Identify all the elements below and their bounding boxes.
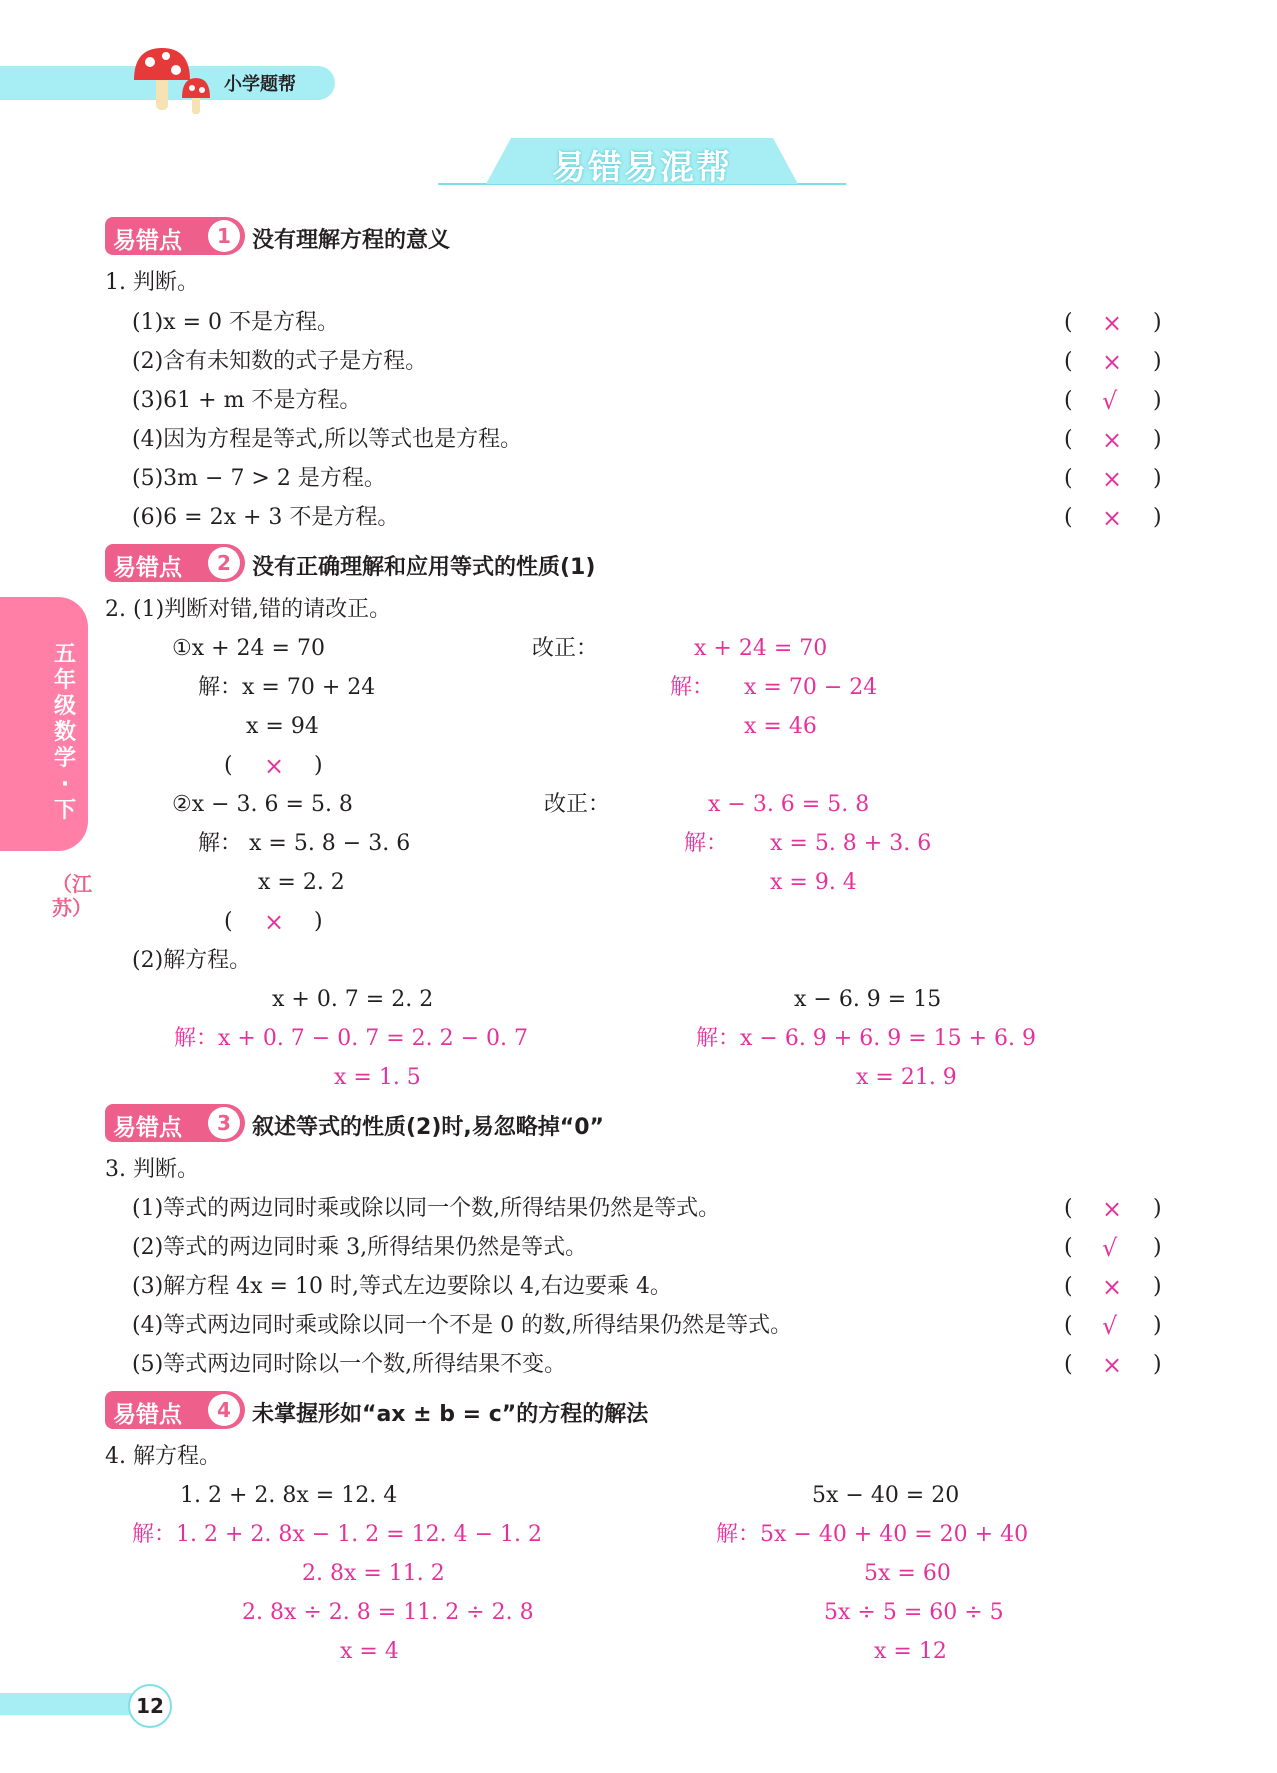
judge-item: (4)等式两边同时乘或除以同一个不是 0 的数,所得结果仍然是等式。 (132, 1313, 793, 1338)
answer-step: 5x ÷ 5 = 60 ÷ 5 (824, 1600, 1004, 1625)
question-head: 4. 解方程。 (105, 1444, 221, 1469)
paren-close: ) (1153, 466, 1162, 491)
answer-step: 5x = 60 (864, 1561, 951, 1586)
equation: ②x − 3. 6 = 5. 8 (172, 792, 353, 817)
side-grade-label: 五年级数学·下 (53, 642, 76, 823)
paren-close: ) (1153, 349, 1162, 374)
judge-item: (3)解方程 4x = 10 时,等式左边要除以 4,右边要乘 4。 (132, 1274, 672, 1299)
section-number: 2 (208, 547, 240, 579)
mushroom-icon (128, 44, 218, 116)
paren-close: ) (1153, 1196, 1162, 1221)
judge-item: (4)因为方程是等式,所以等式也是方程。 (132, 427, 523, 452)
section-title: 叙述等式的性质(2)时,易忽略掉“0” (252, 1115, 605, 1140)
paren-open: ( (224, 909, 233, 934)
answer-mark: √ (1102, 1234, 1118, 1262)
answer-mark: × (1102, 309, 1123, 337)
answer-step: 2. 8x = 11. 2 (302, 1561, 445, 1586)
answer-label: 解： (670, 675, 715, 700)
section-label: 易错点 (113, 228, 182, 254)
sub-question: (2)解方程。 (132, 948, 252, 973)
paren-close: ) (314, 909, 323, 934)
paren-open: ( (224, 753, 233, 778)
paren-close: ) (1153, 388, 1162, 413)
paren-close: ) (314, 753, 323, 778)
section-label: 易错点 (113, 1115, 182, 1141)
answer-mark: × (1102, 465, 1123, 493)
fix-label: 改正： (532, 636, 599, 661)
answer-step: x = 21. 9 (856, 1065, 957, 1090)
section-title: 未掌握形如“ax ± b = c”的方程的解法 (252, 1402, 649, 1427)
paren-open: ( (1064, 427, 1073, 452)
paren-open: ( (1064, 466, 1073, 491)
section-number: 4 (208, 1394, 240, 1426)
judge-item: (2)含有未知数的式子是方程。 (132, 349, 428, 374)
equation: 1. 2 + 2. 8x = 12. 4 (180, 1483, 398, 1508)
answer-step: 解：1. 2 + 2. 8x − 1. 2 = 12. 4 − 1. 2 (132, 1522, 542, 1547)
section-title: 没有理解方程的意义 (252, 228, 451, 253)
judge-item: (5)等式两边同时除以一个数,所得结果不变。 (132, 1352, 567, 1377)
answer-mark: × (1102, 348, 1123, 376)
judge-item: (1)等式的两边同时乘或除以同一个数,所得结果仍然是等式。 (132, 1196, 721, 1221)
question-head: 3. 判断。 (105, 1157, 199, 1182)
equation: x − 6. 9 = 15 (794, 987, 942, 1012)
solution-step: 解：x = 70 + 24 (198, 675, 376, 700)
answer-mark: × (1102, 426, 1123, 454)
paren-open: ( (1064, 1352, 1073, 1377)
judge-item: (5)3m − 7 > 2 是方程。 (132, 466, 386, 491)
section-title: 没有正确理解和应用等式的性质(1) (252, 555, 596, 580)
judge-item: (3)61 + m 不是方程。 (132, 388, 362, 413)
paren-open: ( (1064, 505, 1073, 530)
equation: 5x − 40 = 20 (812, 1483, 960, 1508)
paren-open: ( (1064, 1313, 1073, 1338)
paren-close: ) (1153, 1352, 1162, 1377)
answer-mark: × (1102, 1273, 1123, 1301)
paren-open: ( (1064, 1274, 1073, 1299)
solution-step: x = 2. 2 (258, 870, 345, 895)
answer-step: 解：5x − 40 + 40 = 20 + 40 (716, 1522, 1029, 1547)
solution-step: x = 94 (246, 714, 319, 739)
side-region-label: （江苏） (52, 872, 92, 920)
solution-step: 解： x = 5. 8 − 3. 6 (198, 831, 411, 856)
paren-close: ) (1153, 505, 1162, 530)
answer-step: x = 46 (744, 714, 817, 739)
section-number: 1 (208, 220, 240, 252)
paren-close: ) (1153, 427, 1162, 452)
equation: x + 0. 7 = 2. 2 (272, 987, 434, 1012)
answer-step: x = 5. 8 + 3. 6 (770, 831, 932, 856)
question-head: 1. 判断。 (105, 270, 199, 295)
answer-step: 解：x + 0. 7 − 0. 7 = 2. 2 − 0. 7 (174, 1026, 529, 1051)
paren-open: ( (1064, 1235, 1073, 1260)
answer-step: x = 12 (874, 1639, 947, 1664)
answer-step: x = 1. 5 (334, 1065, 421, 1090)
answer-equation: x + 24 = 70 (694, 636, 828, 661)
answer-mark: √ (1102, 387, 1118, 415)
answer-mark: × (1102, 1351, 1123, 1379)
section-label: 易错点 (113, 555, 182, 581)
paren-open: ( (1064, 349, 1073, 374)
answer-mark: × (264, 908, 285, 936)
answer-mark: × (264, 752, 285, 780)
section-label: 易错点 (113, 1402, 182, 1428)
brand-name: 小学题帮 (224, 74, 296, 95)
paren-open: ( (1064, 388, 1073, 413)
answer-step: 解：x − 6. 9 + 6. 9 = 15 + 6. 9 (696, 1026, 1037, 1051)
page-number: 12 (128, 1684, 172, 1728)
judge-item: (6)6 = 2x + 3 不是方程。 (132, 505, 400, 530)
answer-step: x = 9. 4 (770, 870, 857, 895)
judge-item: (1)x = 0 不是方程。 (132, 310, 339, 335)
answer-label: 解： (684, 831, 729, 856)
page-title: 易错易混帮 (552, 148, 732, 188)
section-number: 3 (208, 1107, 240, 1139)
question-head: 2. (1)判断对错,错的请改正。 (105, 597, 392, 622)
answer-equation: x − 3. 6 = 5. 8 (708, 792, 870, 817)
paren-close: ) (1153, 310, 1162, 335)
equation: ①x + 24 = 70 (172, 636, 325, 661)
paren-open: ( (1064, 310, 1073, 335)
paren-close: ) (1153, 1313, 1162, 1338)
answer-step: x = 4 (340, 1639, 399, 1664)
paren-close: ) (1153, 1235, 1162, 1260)
answer-step: x = 70 − 24 (744, 675, 878, 700)
judge-item: (2)等式的两边同时乘 3,所得结果仍然是等式。 (132, 1235, 588, 1260)
answer-step: 2. 8x ÷ 2. 8 = 11. 2 ÷ 2. 8 (242, 1600, 534, 1625)
answer-mark: × (1102, 1195, 1123, 1223)
fix-label: 改正： (544, 792, 611, 817)
paren-close: ) (1153, 1274, 1162, 1299)
paren-open: ( (1064, 1196, 1073, 1221)
answer-mark: × (1102, 504, 1123, 532)
answer-mark: √ (1102, 1312, 1118, 1340)
